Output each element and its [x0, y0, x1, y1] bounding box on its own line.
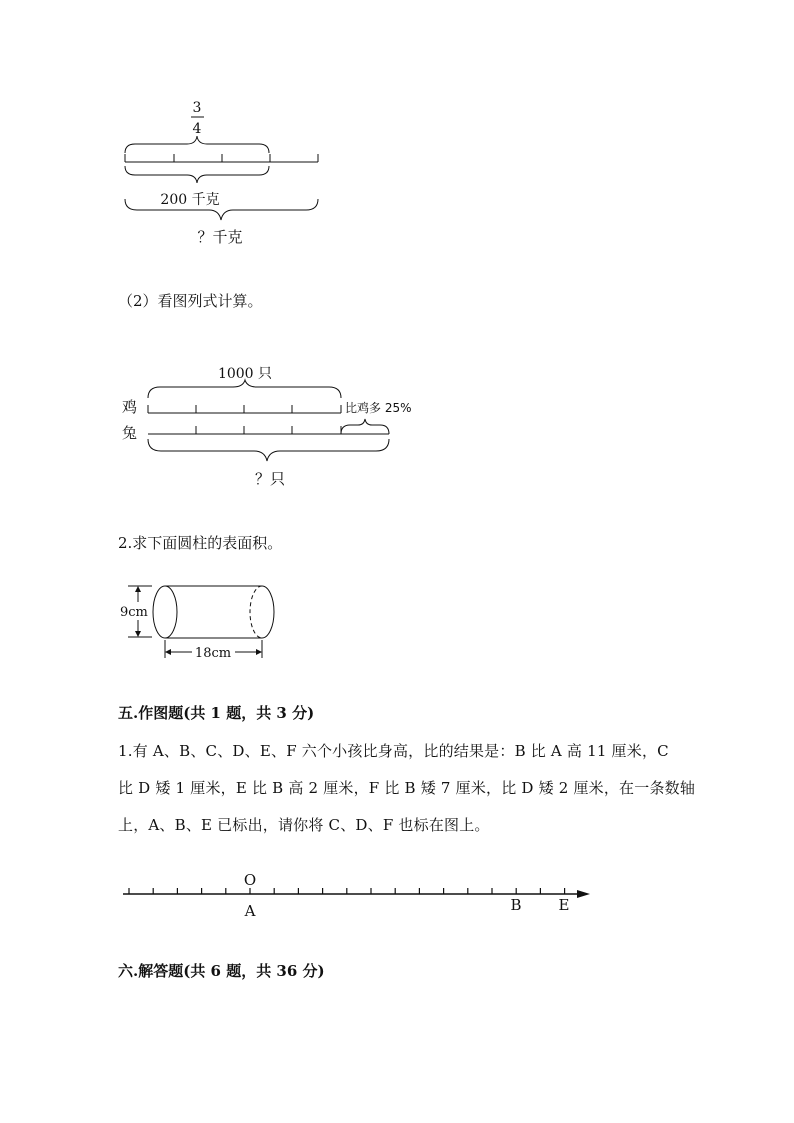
number-line	[0, 866, 794, 920]
arrow-left-icon	[165, 649, 171, 655]
point-a-label: A	[244, 902, 256, 920]
fraction-denominator: 4	[192, 121, 202, 137]
numberline-question-line-2: 比 D 矮 1 厘米，E 比 B 高 2 厘米，F 比 B 矮 7 厘米，比 D 矮 2 厘米，在一条数轴	[118, 779, 696, 797]
arrow-up-icon	[135, 586, 141, 592]
rabbit-brace	[148, 439, 389, 461]
origin-label: O	[243, 871, 257, 889]
cylinder-left-face	[153, 586, 177, 638]
chicken-rabbit-diagram	[0, 350, 794, 500]
row-1-label: 鸡	[122, 398, 138, 416]
whole-brace	[125, 199, 318, 220]
top-brace	[148, 380, 341, 398]
cylinder-diagram	[0, 570, 794, 670]
point-e-label: E	[558, 896, 570, 914]
unknown-label: ？千克	[197, 228, 243, 246]
extra-brace	[341, 419, 389, 434]
arrow-right-icon	[256, 649, 262, 655]
point-b-label: B	[510, 896, 522, 914]
row-2-label: 兔	[122, 424, 138, 442]
cylinder-right-hidden	[250, 586, 262, 638]
top-brace	[125, 136, 269, 153]
numberline-question-line-1: 1.有 A、B、C、D、E、F 六个小孩比身高，比的结果是：B 比 A 高 11 厘米，C	[118, 742, 669, 760]
top-label: 1000 只	[217, 366, 273, 382]
extra-label: 比鸡多 25%	[345, 401, 412, 415]
height-label: 9cm	[120, 605, 148, 620]
fraction-numerator: 3	[192, 100, 202, 116]
question-2-label: （2）看图列式计算。	[118, 292, 263, 310]
number-line-ticks	[129, 888, 565, 894]
arrow-right-icon	[577, 890, 590, 898]
known-brace	[125, 166, 269, 183]
numberline-question-line-3: 上，A、B、E 已标出，请你将 C、D、F 也标在图上。	[118, 816, 490, 834]
known-label: 200 千克	[160, 192, 220, 208]
section-5-title: 五.作图题(共 1 题，共 3 分)	[118, 704, 315, 722]
length-label: 18cm	[194, 646, 232, 661]
section-6-title: 六.解答题(共 6 题，共 36 分)	[118, 962, 325, 980]
cylinder-right-front	[262, 586, 274, 638]
fraction-bar-diagram	[0, 0, 794, 260]
question-cylinder-label: 2.求下面圆柱的表面积。	[118, 534, 283, 552]
bottom-label: ？只	[254, 470, 286, 488]
arrow-down-icon	[135, 631, 141, 637]
